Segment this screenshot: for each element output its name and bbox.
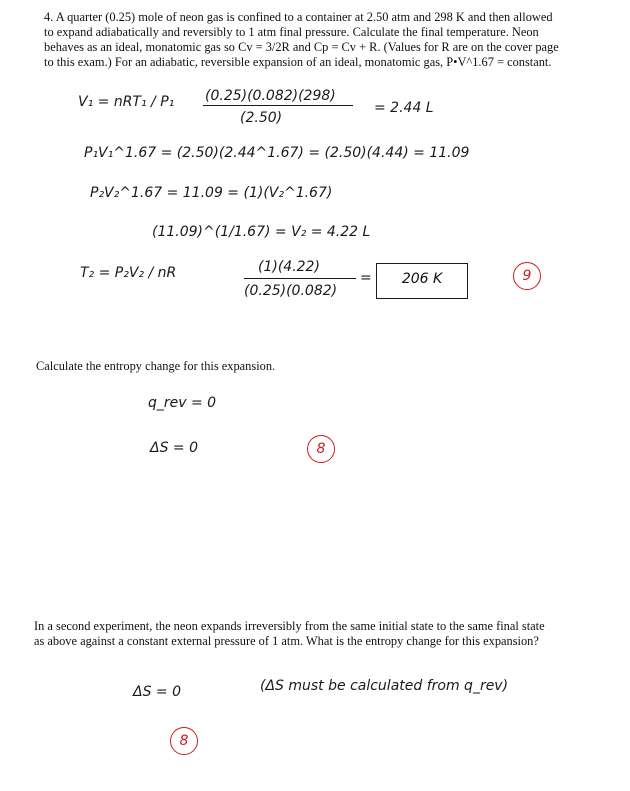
score-circle-2: 8 — [307, 435, 335, 463]
second-experiment-line-1: In a second experiment, the neon expands irreversibly from the same initial state to the same final state — [34, 619, 545, 633]
t2-numerator: (1)(4.22) — [258, 259, 320, 275]
v2-equation: (11.09)^(1/1.67) = V₂ = 4.22 L — [152, 224, 371, 240]
second-experiment-line-2: as above against a constant external pressure of 1 atm. What is the entropy change for this expansion? — [34, 634, 539, 648]
problem-line-4: to this exam.) For an adiabatic, reversible expansion of an ideal, monatomic gas, P•V^1.67 = constant. — [44, 55, 552, 69]
qrev-equation: q_rev = 0 — [148, 395, 217, 411]
pv1-equation: P₁V₁^1.67 = (2.50)(2.44^1.67) = (2.50)(4.44) = 11.09 — [84, 145, 470, 161]
t2-equals: = — [360, 270, 372, 286]
answer-box: 206 K — [376, 263, 468, 299]
v1-denominator: (2.50) — [240, 110, 283, 126]
v1-result: = 2.44 L — [374, 100, 434, 116]
entropy-question: Calculate the entropy change for this expansion. — [36, 359, 276, 373]
second-delta-s: ΔS = 0 — [133, 684, 182, 700]
score-circle-3: 8 — [170, 727, 198, 755]
t2-fraction-bar — [244, 278, 356, 279]
second-note: (ΔS must be calculated from q_rev) — [260, 678, 509, 694]
problem-line-3: behaves as an ideal, monatomic gas so Cv = 3/2R and Cp = Cv + R. (Values for R are on the cover page — [44, 40, 559, 54]
v1-lhs: V₁ = nRT₁ / P₁ — [78, 94, 175, 110]
t2-denominator: (0.25)(0.082) — [244, 283, 338, 299]
pv2-equation: P₂V₂^1.67 = 11.09 = (1)(V₂^1.67) — [90, 185, 333, 201]
score-circle-1: 9 — [513, 262, 541, 290]
problem-line-2: to expand adiabatically and reversibly to 1 atm final pressure. Calculate the final temperature. Neon — [44, 25, 539, 39]
problem-line-1: 4. A quarter (0.25) mole of neon gas is confined to a container at 2.50 atm and 298 K and then allowed — [44, 10, 553, 24]
v1-numerator: (0.25)(0.082)(298) — [205, 88, 336, 104]
t2-lhs: T₂ = P₂V₂ / nR — [80, 265, 177, 281]
v1-fraction-bar — [203, 105, 353, 106]
delta-s-equation: ΔS = 0 — [150, 440, 199, 456]
